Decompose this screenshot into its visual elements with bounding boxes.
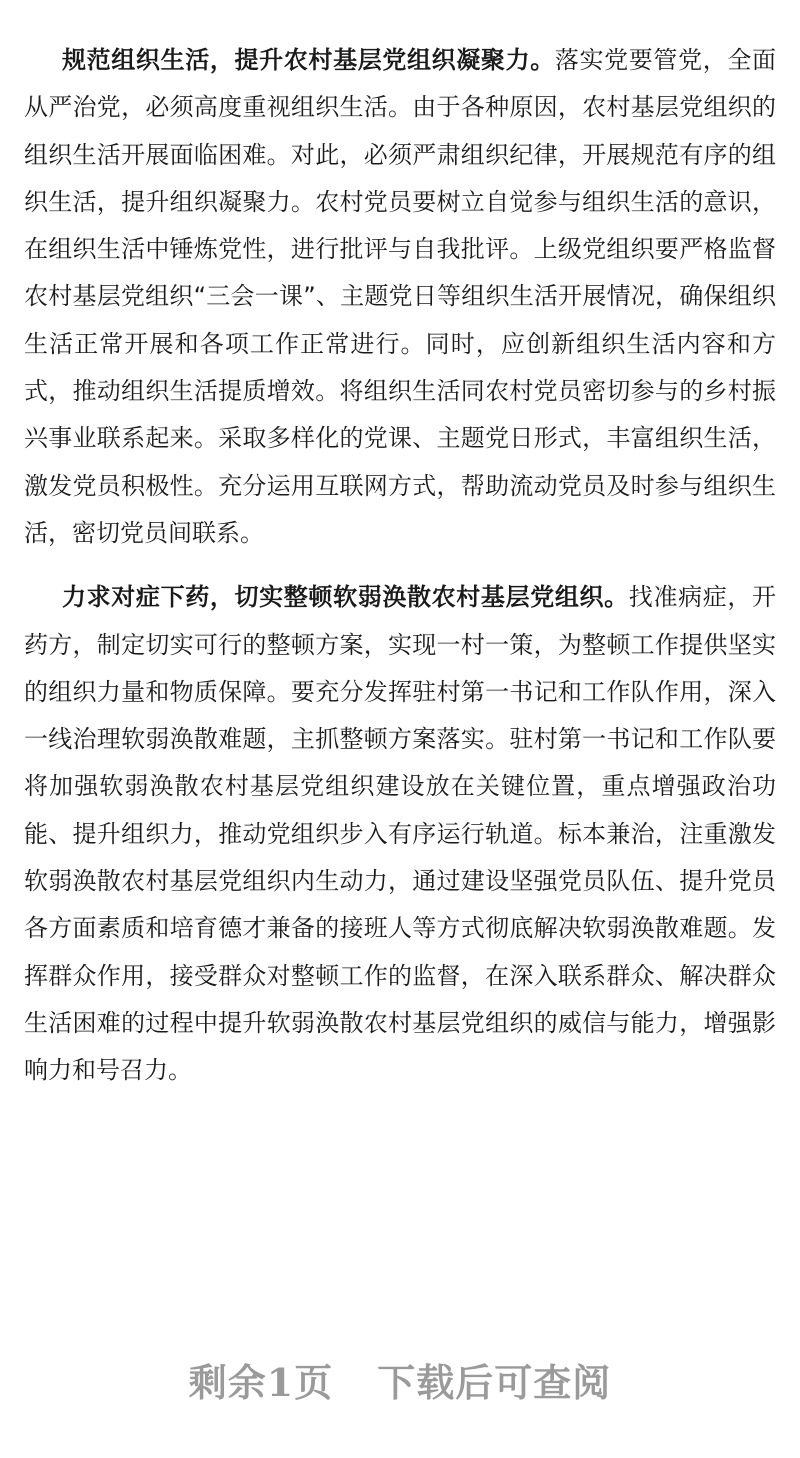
paragraph-1 xyxy=(24,37,776,557)
remaining-pages-label: 剩余1页 xyxy=(188,1360,334,1405)
paragraph-1-text: 落实党要管党，全面从严治党，必须高度重视组织生活。由于各种原因，农村基层党组织的组织生活开展面临困难。对此，必须严肃组织纪律，开展规范有序的组织生活，提升组织凝聚力。农村党员要树立自觉参与组织生活的意识，在组织生活中锤炼党性，进行批评与自我批评。上级党组织要严格监督农村基层党组织“三会一课”、主题党日等组织生活开展情况，确保组织生活正常开展和各项工作正常进行。同时，应创新组织生活内容和方式，推动组织生活提质增效。将组织生活同农村党员密切参与的乡村振兴事业联系起来。采取多样化的党课、主题党日形式，丰富组织生活，激发党员积极性。充分运用互联网方式，帮助流动党员及时参与组织生活，密切党员间联系。 xyxy=(24,46,777,547)
paragraph-1-heading: 规范组织生活，提升农村基层党组织凝聚力。 xyxy=(62,46,555,74)
download-prompt[interactable] xyxy=(0,1352,800,1407)
paragraph-2-heading: 力求对症下药，切实整顿软弱涣散农村基层党组织。 xyxy=(62,583,629,612)
paragraph-2-text: 找准病症，开药方，制定切实可行的整顿方案，实现一村一策，为整顿工作提供坚实的组织力量和物质保障。要充分发挥驻村第一书记和工作队作用，深入一线治理软弱涣散难题，主抓整顿方案落实。驻村第一书记和工作队要将加强软弱涣散农村基层党组织建设放在关键位置，重点增强政治功能、提升组织力，推动党组织步入有序运行轨道。标本兼治，注重激发软弱涣散农村基层党组织内生动力，通过建设坚强党员队伍、提升党员各方面素质和培育德才兼备的接班人等方式彻底解决软弱涣散难题。发挥群众作用，接受群众对整顿工作的监督，在深入联系群众、解决群众生活困难的过程中提升软弱涣散农村基层党组织的威信与能力，增强影响力和号召力。 xyxy=(24,583,777,1085)
article-body xyxy=(24,37,776,1095)
download-to-view-label: 下载后可查阅 xyxy=(377,1360,612,1405)
paragraph-2 xyxy=(24,574,776,1094)
